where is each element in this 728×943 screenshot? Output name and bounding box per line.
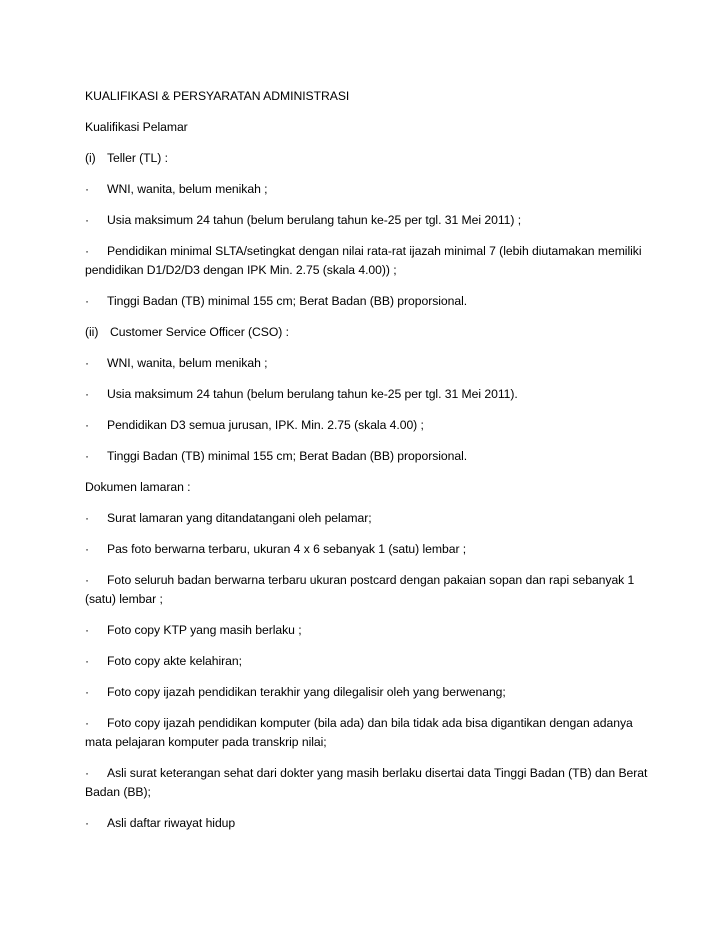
list-item-text: Tinggi Badan (TB) minimal 155 cm; Berat Badan (BB) proporsional. <box>107 294 468 308</box>
bullet-icon: · <box>85 356 90 370</box>
section-number: (i) <box>85 151 96 165</box>
list-item <box>85 541 466 557</box>
bullet-icon: · <box>85 244 90 258</box>
section-dokumen-heading: Dokumen lamaran : <box>85 480 191 494</box>
list-item-text: Usia maksimum 24 tahun (belum berulang tahun ke-25 per tgl. 31 Mei 2011). <box>107 387 518 401</box>
bullet-icon: · <box>85 213 90 227</box>
bullet-icon: · <box>85 716 90 730</box>
document-heading: KUALIFIKASI & PERSYARATAN ADMINISTRASI <box>85 89 350 103</box>
bullet-icon: · <box>85 449 90 463</box>
list-item-text: Asli daftar riwayat hidup <box>107 816 236 830</box>
list-item-text: Pas foto berwarna terbaru, ukuran 4 x 6 sebanyak 1 (satu) lembar ; <box>107 542 467 556</box>
list-item-text: Foto copy ijazah pendidikan terakhir yang dilegalisir oleh yang berwenang; <box>107 685 506 699</box>
bullet-icon: · <box>85 387 90 401</box>
list-item-text: WNI, wanita, belum menikah ; <box>107 356 268 370</box>
list-item <box>85 212 521 228</box>
list-item-text: Foto copy KTP yang masih berlaku ; <box>107 623 302 637</box>
list-item-text: Foto seluruh badan berwarna terbaru ukuran postcard dengan pakaian sopan dan rapi sebanyak 1 <box>107 573 635 587</box>
section-cso-heading <box>85 324 289 340</box>
list-item <box>85 510 372 526</box>
bullet-icon: · <box>85 511 90 525</box>
list-item <box>85 572 634 588</box>
bullet-icon: · <box>85 816 90 830</box>
list-item <box>85 355 267 371</box>
bullet-icon: · <box>85 418 90 432</box>
section-title: Teller (TL) : <box>107 151 168 165</box>
list-item-text: Surat lamaran yang ditandatangani oleh pelamar; <box>107 511 372 525</box>
section-title: Customer Service Officer (CSO) : <box>110 325 289 339</box>
list-item-text: Tinggi Badan (TB) minimal 155 cm; Berat Badan (BB) proporsional. <box>107 449 468 463</box>
list-item-text: Pendidikan minimal SLTA/setingkat dengan nilai rata-rat ijazah minimal 7 (lebih diutamakan memiliki <box>107 244 642 258</box>
list-item-text: Foto copy ijazah pendidikan komputer (bila ada) dan bila tidak ada bisa digantikan dengan adanya <box>107 716 633 730</box>
list-item <box>85 386 518 402</box>
bullet-icon: · <box>85 294 90 308</box>
list-item <box>85 293 467 309</box>
bullet-icon: · <box>85 573 90 587</box>
section-teller-heading <box>85 150 168 166</box>
document-subheading: Kualifikasi Pelamar <box>85 120 188 134</box>
list-item <box>85 448 467 464</box>
bullet-icon: · <box>85 654 90 668</box>
bullet-icon: · <box>85 542 90 556</box>
list-item <box>85 684 506 700</box>
list-item-continuation: Badan (BB); <box>85 785 151 799</box>
list-item <box>85 622 302 638</box>
bullet-icon: · <box>85 182 90 196</box>
list-item-continuation: pendidikan D1/D2/D3 dengan IPK Min. 2.75 (skala 4.00)) ; <box>85 263 397 277</box>
list-item <box>85 653 242 669</box>
list-item-continuation: mata pelajaran komputer pada transkrip nilai; <box>85 735 327 749</box>
list-item-text: Pendidikan D3 semua jurusan, IPK. Min. 2.75 (skala 4.00) ; <box>107 418 424 432</box>
list-item <box>85 181 267 197</box>
list-item-text: Usia maksimum 24 tahun (belum berulang tahun ke-25 per tgl. 31 Mei 2011) ; <box>107 213 522 227</box>
bullet-icon: · <box>85 623 90 637</box>
section-number: (ii) <box>85 325 99 339</box>
list-item-text: Foto copy akte kelahiran; <box>107 654 242 668</box>
list-item <box>85 417 424 433</box>
list-item-continuation: (satu) lembar ; <box>85 592 163 606</box>
list-item <box>85 715 633 731</box>
list-item-text: WNI, wanita, belum menikah ; <box>107 182 268 196</box>
bullet-icon: · <box>85 766 90 780</box>
list-item <box>85 815 235 831</box>
bullet-icon: · <box>85 685 90 699</box>
list-item <box>85 765 647 781</box>
list-item-text: Asli surat keterangan sehat dari dokter yang masih berlaku disertai data Tinggi Badan (TB) dan Berat <box>107 766 648 780</box>
list-item <box>85 243 641 259</box>
